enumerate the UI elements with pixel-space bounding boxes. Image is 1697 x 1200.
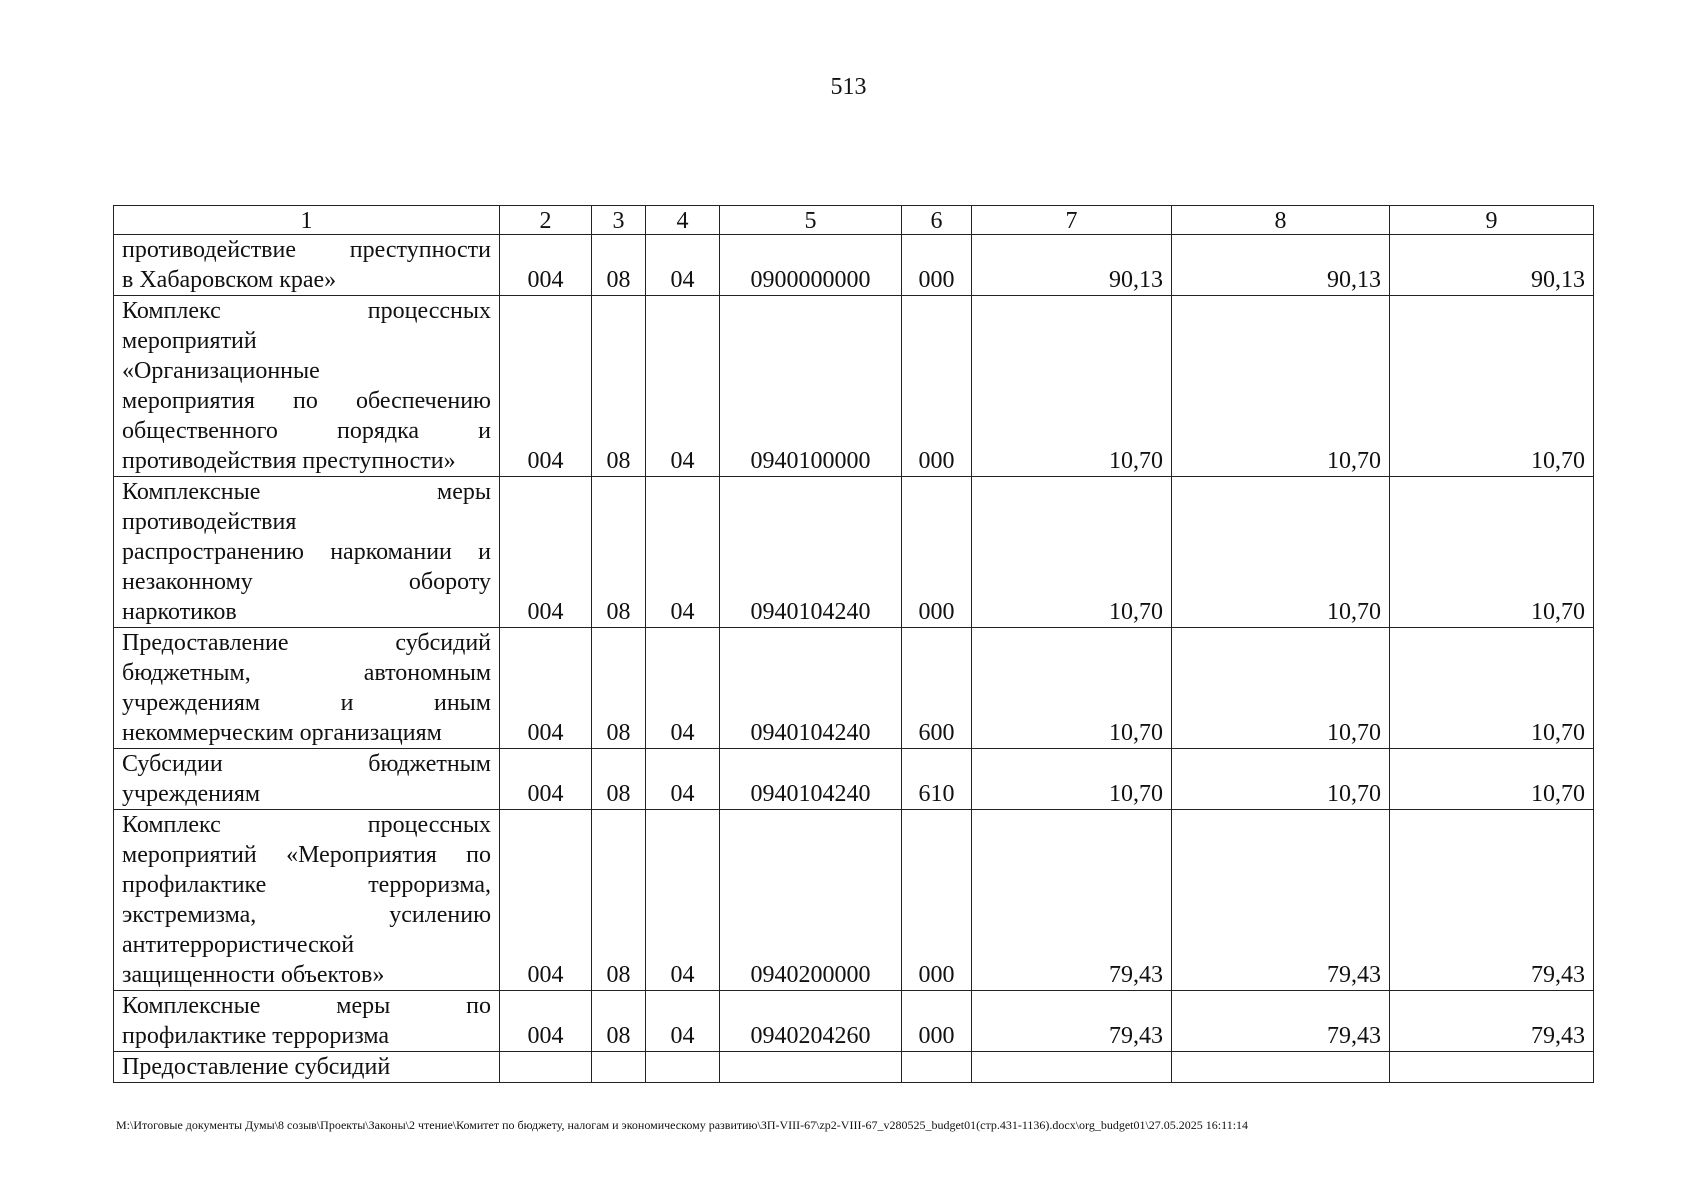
cell-amount-col8: 10,70 [1172,749,1390,810]
row-name-line: наркотиков [122,599,237,625]
header-col-7: 7 [972,206,1172,235]
cell-code-admin: 004 [500,749,592,810]
cell-code-admin [500,1052,592,1083]
row-name-line: Комплекс процессных [122,298,491,324]
cell-amount-col8: 10,70 [1172,296,1390,477]
cell-amount-col8: 90,13 [1172,235,1390,296]
cell-amount-col9: 79,43 [1390,810,1594,991]
cell-code-expense-type: 000 [902,296,972,477]
row-name [114,296,500,477]
header-col-1: 1 [114,206,500,235]
cell-code-admin: 004 [500,628,592,749]
table-row [114,477,1594,628]
cell-amount-col7: 10,70 [972,749,1172,810]
row-name-line: антитеррористической [122,932,355,958]
cell-code-section: 08 [592,810,646,991]
table-row [114,991,1594,1052]
header-row [114,206,1594,235]
cell-code-subsection [646,1052,720,1083]
row-name-line: незаконному обороту [122,569,491,595]
row-name-line: Предоставление субсидий [122,630,491,656]
cell-code-section: 08 [592,477,646,628]
row-name-line: профилактике терроризма, [122,872,491,898]
cell-amount-col9 [1390,1052,1594,1083]
row-name-line: в Хабаровском крае» [122,267,337,293]
row-name-line: бюджетным, автономным [122,660,491,686]
cell-amount-col7: 79,43 [972,810,1172,991]
cell-code-section: 08 [592,749,646,810]
cell-code-target: 0940100000 [720,296,902,477]
cell-amount-col8: 10,70 [1172,628,1390,749]
cell-code-target: 0940104240 [720,628,902,749]
cell-code-expense-type: 600 [902,628,972,749]
row-name-line: Комплексные меры по [122,993,491,1019]
cell-code-subsection: 04 [646,477,720,628]
cell-amount-col9: 10,70 [1390,296,1594,477]
cell-code-section: 08 [592,628,646,749]
cell-code-expense-type: 000 [902,235,972,296]
cell-code-section: 08 [592,296,646,477]
cell-code-target: 0940200000 [720,810,902,991]
row-name-line: Комплекс процессных [122,812,491,838]
cell-code-subsection: 04 [646,749,720,810]
cell-code-target: 0940104240 [720,477,902,628]
row-name-line: защищенности объектов» [122,962,385,988]
cell-code-expense-type: 000 [902,477,972,628]
header-col-2: 2 [500,206,592,235]
cell-amount-col9: 79,43 [1390,991,1594,1052]
row-name [114,991,500,1052]
row-name-line: мероприятий [122,328,257,354]
table-row [114,749,1594,810]
table-body [114,235,1594,1083]
header-col-9: 9 [1390,206,1594,235]
row-name-line: мероприятия по обеспечению [122,388,491,414]
cell-code-subsection: 04 [646,991,720,1052]
page-number: 513 [830,74,867,100]
cell-code-target: 0940204260 [720,991,902,1052]
cell-code-admin: 004 [500,991,592,1052]
table-row [114,628,1594,749]
row-name [114,749,500,810]
cell-code-subsection: 04 [646,628,720,749]
budget-table [113,205,1594,1083]
cell-code-subsection: 04 [646,235,720,296]
header-col-4: 4 [646,206,720,235]
row-name-line: учреждениям и иным [122,690,491,716]
cell-code-expense-type: 000 [902,810,972,991]
table-row [114,296,1594,477]
header-col-5: 5 [720,206,902,235]
cell-code-admin: 004 [500,296,592,477]
cell-code-expense-type: 000 [902,991,972,1052]
row-name-line: учреждениям [122,781,261,807]
row-name-line: противодействие преступности [122,237,491,263]
cell-amount-col9: 90,13 [1390,235,1594,296]
row-name [114,477,500,628]
cell-code-expense-type: 610 [902,749,972,810]
cell-code-target: 0940104240 [720,749,902,810]
row-name-line: «Организационные [122,358,320,384]
row-name-line: противодействия преступности» [122,448,456,474]
cell-code-target: 0900000000 [720,235,902,296]
cell-amount-col8: 79,43 [1172,810,1390,991]
row-name-line: Субсидии бюджетным [122,751,491,777]
row-name [114,810,500,991]
footer-file-path: М:\Итоговые документы Думы\8 созыв\Проекты\Законы\2 чтение\Комитет по бюджету, налогам и экономическому развитию\ЗП-VIII-67\zp2-VIII-67_v280525_budget01(стр.431-1136).docx\org_budget01\27.05.2025 16:11:14 [116,1118,1249,1132]
header-col-3: 3 [592,206,646,235]
cell-code-admin: 004 [500,810,592,991]
cell-amount-col8: 79,43 [1172,991,1390,1052]
cell-amount-col9: 10,70 [1390,628,1594,749]
row-name-line: Комплексные меры [122,479,491,505]
cell-code-section [592,1052,646,1083]
table-row [114,1052,1594,1083]
cell-amount-col7: 90,13 [972,235,1172,296]
header-col-8: 8 [1172,206,1390,235]
row-name-line: распространению наркомании и [122,539,491,565]
cell-amount-col7: 10,70 [972,296,1172,477]
row-name-line: общественного порядка и [122,418,491,444]
table-row [114,235,1594,296]
row-name-line: экстремизма, усилению [122,902,491,928]
cell-amount-col7: 10,70 [972,477,1172,628]
cell-code-subsection: 04 [646,810,720,991]
row-name-line: Предоставление субсидий [122,1054,391,1080]
row-name [114,1052,500,1083]
table-row [114,810,1594,991]
cell-amount-col7: 10,70 [972,628,1172,749]
row-name [114,628,500,749]
row-name-line: противодействия [122,509,297,535]
row-name [114,235,500,296]
cell-code-admin: 004 [500,477,592,628]
cell-amount-col9: 10,70 [1390,477,1594,628]
cell-code-subsection: 04 [646,296,720,477]
cell-code-admin: 004 [500,235,592,296]
row-name-line: мероприятий «Мероприятия по [122,842,491,868]
row-name-line: профилактике терроризма [122,1023,390,1049]
cell-code-section: 08 [592,235,646,296]
cell-amount-col7 [972,1052,1172,1083]
cell-code-target [720,1052,902,1083]
cell-code-section: 08 [592,991,646,1052]
cell-amount-col8 [1172,1052,1390,1083]
cell-amount-col9: 10,70 [1390,749,1594,810]
header-col-6: 6 [902,206,972,235]
row-name-line: некоммерческим организациям [122,720,442,746]
cell-code-expense-type [902,1052,972,1083]
cell-amount-col8: 10,70 [1172,477,1390,628]
cell-amount-col7: 79,43 [972,991,1172,1052]
